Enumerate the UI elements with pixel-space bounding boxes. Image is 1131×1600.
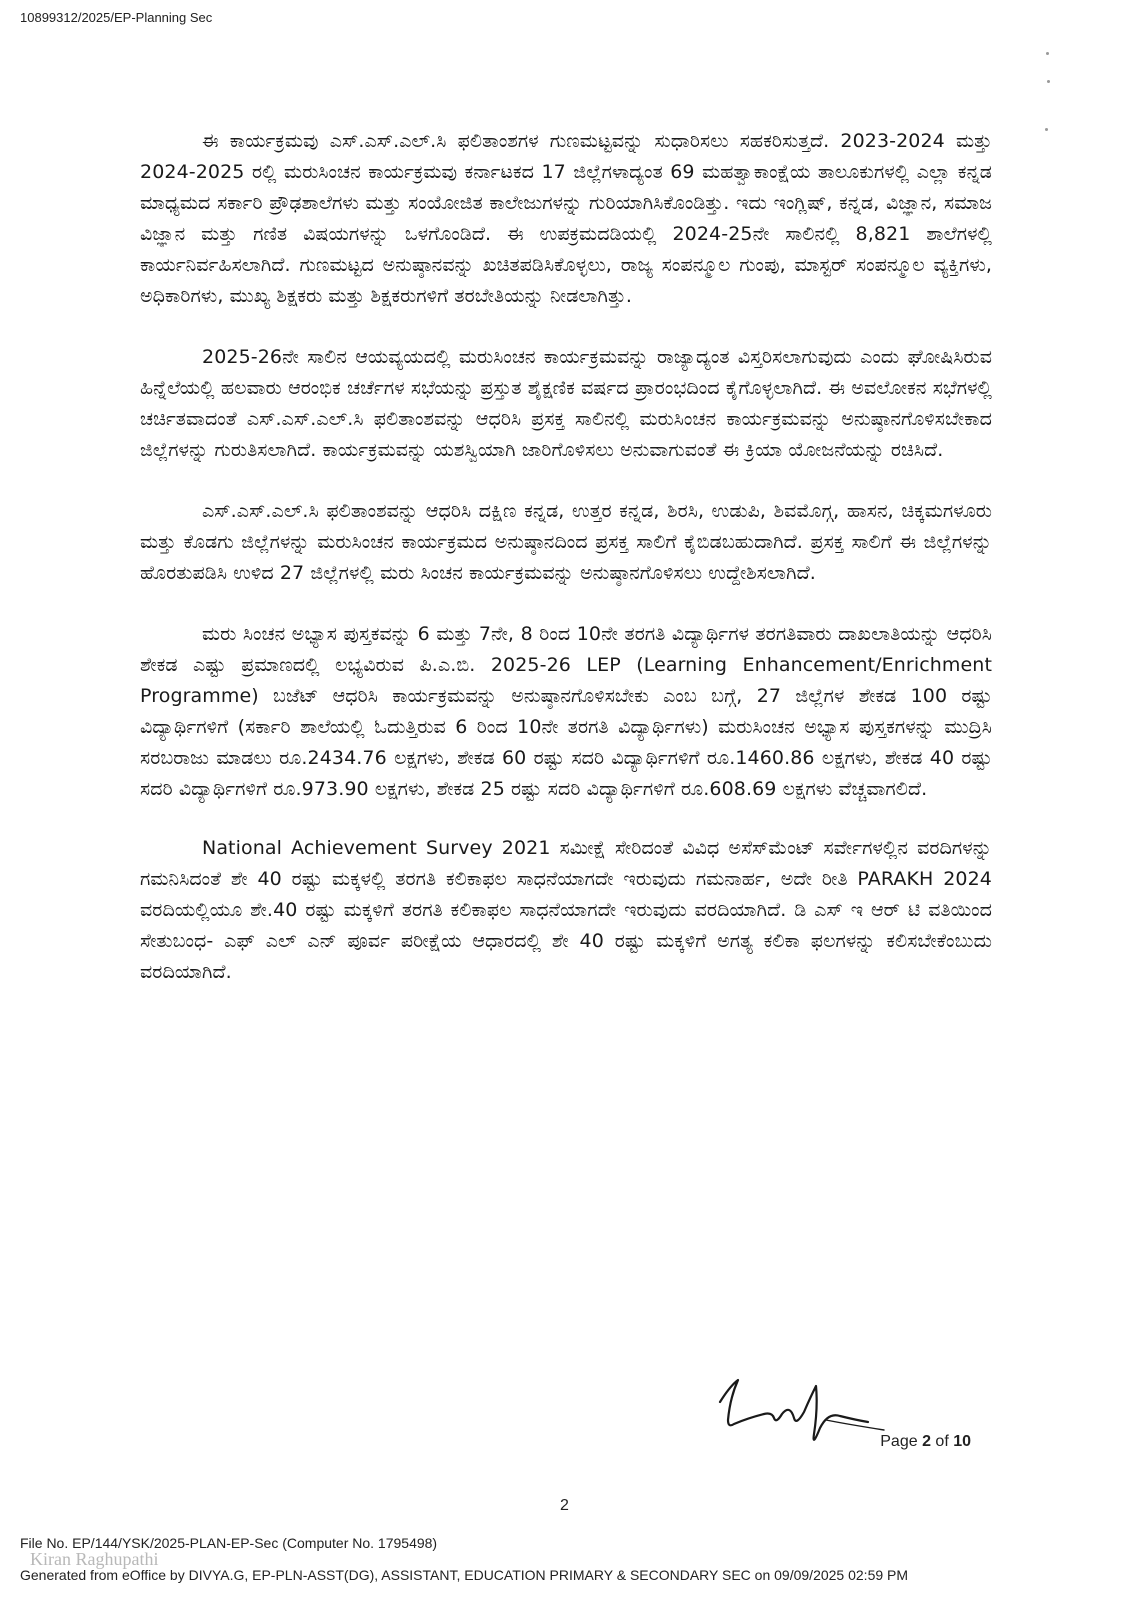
paragraph-3: ಎಸ್.ಎಸ್.ಎಲ್.ಸಿ ಫಲಿತಾಂಶವನ್ನು ಆಧರಿಸಿ ದಕ್ಷಿಣ ಕನ್ನಡ, ಉತ್ತರ ಕನ್ನಡ, ಶಿರಸಿ, ಉಡುಪಿ, ಶಿವಮೊಗ್ಗ, ಹಾಸನ, ಚಿಕ್ಕಮಗಳೂರು ಮತ್ತು ಕೊಡಗು ಜಿಲ್ಲೆಗಳನ್ನು ಮರುಸಿಂಚನ ಕಾರ್ಯಕ್ರಮದ ಅನುಷ್ಠಾನದಿಂದ ಪ್ರಸಕ್ತ ಸಾಲಿಗೆ ಕೈಬಿಡಬಹುದಾಗಿದೆ. ಪ್ರಸಕ್ತ ಸಾಲಿಗೆ ಈ ಜಿಲ್ಲೆಗಳನ್ನು ಹೊರತುಪಡಿಸಿ ಉಳಿದ 27 ಜಿಲ್ಲೆಗಳಲ್ಲಿ ಮರು ಸಿಂಚನ ಕಾರ್ಯಕ್ರಮವನ್ನು ಅನುಷ್ಠಾನಗೊಳಿಸಲು ಉದ್ದೇಶಿಸಲಾಗಿದೆ. — [140, 500, 992, 584]
paragraph-1: ಈ ಕಾರ್ಯಕ್ರಮವು ಎಸ್.ಎಸ್.ಎಲ್.ಸಿ ಫಲಿತಾಂಶಗಳ ಗುಣಮಟ್ಟವನ್ನು ಸುಧಾರಿಸಲು ಸಹಕರಿಸುತ್ತದೆ. 2023-2024 ಮತ್ತು 2024-2025 ರಲ್ಲಿ ಮರುಸಿಂಚನ ಕಾರ್ಯಕ್ರಮವು ಕರ್ನಾಟಕದ 17 ಜಿಲ್ಲೆಗಳಾದ್ಯಂತ 69 ಮಹತ್ವಾಕಾಂಕ್ಷೆಯ ತಾಲೂಕುಗಳಲ್ಲಿ ಎಲ್ಲಾ ಕನ್ನಡ ಮಾಧ್ಯಮದ ಸರ್ಕಾರಿ ಪ್ರೌಢಶಾಲೆಗಳು ಮತ್ತು ಸಂಯೋಜಿತ ಕಾಲೇಜುಗಳನ್ನು ಗುರಿಯಾಗಿಸಿಕೊಂಡಿತ್ತು. ಇದು ಇಂಗ್ಲಿಷ್, ಕನ್ನಡ, ವಿಜ್ಞಾನ, ಸಮಾಜ ವಿಜ್ಞಾನ ಮತ್ತು ಗಣಿತ ವಿಷಯಗಳನ್ನು ಒಳಗೊಂಡಿದೆ. ಈ ಉಪಕ್ರಮದಡಿಯಲ್ಲಿ 2024-25ನೇ ಸಾಲಿನಲ್ಲಿ 8,821 ಶಾಲೆಗಳಲ್ಲಿ ಕಾರ್ಯನಿರ್ವಹಿಸಲಾಗಿದೆ. ಗುಣಮಟ್ಟದ ಅನುಷ್ಠಾನವನ್ನು ಖಚಿತಪಡಿಸಿಕೊಳ್ಳಲು, ರಾಜ್ಯ ಸಂಪನ್ಮೂಲ ಗುಂಪು, ಮಾಸ್ಟರ್ ಸಂಪನ್ಮೂಲ ವ್ಯಕ್ತಿಗಳು, ಅಧಿಕಾರಿಗಳು, ಮುಖ್ಯ ಶಿಕ್ಷಕರು ಮತ್ತು ಶಿಕ್ಷಕರುಗಳಿಗೆ ತರಬೇತಿಯನ್ನು ನೀಡಲಾಗಿತ್ತು. — [140, 130, 992, 307]
page-label — [880, 1433, 971, 1451]
page-label-separator: of — [930, 1433, 954, 1450]
footer-file-number: File No. EP/144/YSK/2025-PLAN-EP-Sec (Computer No. 1795498) — [20, 1535, 438, 1551]
paragraph-4: ಮರು ಸಿಂಚನ ಅಭ್ಯಾಸ ಪುಸ್ತಕವನ್ನು 6 ಮತ್ತು 7ನೇ, 8 ರಿಂದ 10ನೇ ತರಗತಿ ವಿದ್ಯಾರ್ಥಿಗಳ ತರಗತಿವಾರು ದಾಖಲಾತಿಯನ್ನು ಆಧರಿಸಿ ಶೇಕಡ ಎಷ್ಟು ಪ್ರಮಾಣದಲ್ಲಿ ಲಭ್ಯವಿರುವ ಪಿ.ಎ.ಬಿ. 2025-26 LEP (Learning Enhancement/Enrichment Programme) ಬಜೆಟ್ ಆಧರಿಸಿ ಕಾರ್ಯಕ್ರಮವನ್ನು ಅನುಷ್ಠಾನಗೊಳಿಸಬೇಕು ಎಂಬ ಬಗ್ಗೆ, 27 ಜಿಲ್ಲೆಗಳ ಶೇಕಡ 100 ರಷ್ಟು ವಿದ್ಯಾರ್ಥಿಗಳಿಗೆ (ಸರ್ಕಾರಿ ಶಾಲೆಯಲ್ಲಿ ಓದುತ್ತಿರುವ 6 ರಿಂದ 10ನೇ ತರಗತಿ ವಿದ್ಯಾರ್ಥಿಗಳು) ಮರುಸಿಂಚನ ಅಭ್ಯಾಸ ಪುಸ್ತಕಗಳನ್ನು ಮುದ್ರಿಸಿ ಸರಬರಾಜು ಮಾಡಲು ರೂ.2434.76 ಲಕ್ಷಗಳು, ಶೇಕಡ 60 ರಷ್ಟು ಸದರಿ ವಿದ್ಯಾರ್ಥಿಗಳಿಗೆ ರೂ.1460.86 ಲಕ್ಷಗಳು, ಶೇಕಡ 40 ರಷ್ಟು ಸದರಿ ವಿದ್ಯಾರ್ಥಿಗಳಿಗೆ ರೂ.973.90 ಲಕ್ಷಗಳು, ಶೇಕಡ 25 ರಷ್ಟು ಸದರಿ ವಿದ್ಯಾರ್ಥಿಗಳಿಗೆ ರೂ.608.69 ಲಕ್ಷಗಳು ವೆಚ್ಚವಾಗಲಿದೆ. — [140, 623, 992, 800]
page-total: 10 — [953, 1433, 971, 1450]
page-label-prefix: Page — [880, 1433, 923, 1450]
signature — [716, 1368, 886, 1458]
paragraph-5: National Achievement Survey 2021 ಸಮೀಕ್ಷೆ ಸೇರಿದಂತೆ ವಿವಿಧ ಅಸೆಸ್‌ಮೆಂಟ್ ಸರ್ವೇಗಳಲ್ಲಿನ ವರದಿಗಳನ್ನು ಗಮನಿಸಿದಂತೆ ಶೇ 40 ರಷ್ಟು ಮಕ್ಕಳಲ್ಲಿ ತರಗತಿ ಕಲಿಕಾಫಲ ಸಾಧನೆಯಾಗದೇ ಇರುವುದು ಗಮನಾರ್ಹ, ಅದೇ ರೀತಿ PARAKH 2024 ವರದಿಯಲ್ಲಿಯೂ ಶೇ.40 ರಷ್ಟು ಮಕ್ಕಳಿಗೆ ತರಗತಿ ಕಲಿಕಾಫಲ ಸಾಧನೆಯಾಗದೇ ಇರುವುದು ವರದಿಯಾಗಿದೆ. ಡಿ ಎಸ್ ಇ ಆರ್ ಟಿ ವತಿಯಿಂದ ಸೇತುಬಂಧ- ಎಫ್ ಎಲ್ ಎನ್ ಪೂರ್ವ ಪರೀಕ್ಷೆಯ ಆಧಾರದಲ್ಲಿ ಶೇ 40 ರಷ್ಟು ಮಕ್ಕಳಿಗೆ ಅಗತ್ಯ ಕಲಿಕಾ ಫಲಗಳನ್ನು ಕಲಿಸಬೇಕೆಂಬುದು ವರದಿಯಾಗಿದೆ. — [140, 837, 992, 983]
footer-generated: Generated from eOffice by DIVYA.G, EP-PLN-ASST(DG), ASSISTANT, EDUCATION PRIMARY & SECONDARY SEC on 09/09/2025 02:59 PM — [20, 1567, 909, 1583]
page-number: 2 — [560, 1497, 569, 1514]
file-reference: 10899312/2025/EP-Planning Sec — [20, 10, 213, 25]
document-body — [140, 126, 992, 1018]
paragraph-2: 2025-26ನೇ ಸಾಲಿನ ಆಯವ್ಯಯದಲ್ಲಿ ಮರುಸಿಂಚನ ಕಾರ್ಯಕ್ರಮವನ್ನು ರಾಜ್ಯಾದ್ಯಂತ ವಿಸ್ತರಿಸಲಾಗುವುದು ಎಂದು ಘೋಷಿಸಿರುವ ಹಿನ್ನೆಲೆಯಲ್ಲಿ ಹಲವಾರು ಆರಂಭಿಕ ಚರ್ಚೆಗಳ ಸಭೆಯನ್ನು ಪ್ರಸ್ತುತ ಶೈಕ್ಷಣಿಕ ವರ್ಷದ ಪ್ರಾರಂಭದಿಂದ ಕೈಗೊಳ್ಳಲಾಗಿದೆ. ಈ ಅವಲೋಕನ ಸಭೆಗಳಲ್ಲಿ ಚರ್ಚಿತವಾದಂತೆ ಎಸ್.ಎಸ್.ಎಲ್.ಸಿ ಫಲಿತಾಂಶವನ್ನು ಆಧರಿಸಿ ಪ್ರಸಕ್ತ ಸಾಲಿನಲ್ಲಿ ಮರುಸಿಂಚನ ಕಾರ್ಯಕ್ರಮವನ್ನು ಅನುಷ್ಠಾನಗೊಳಿಸಬೇಕಾದ ಜಿಲ್ಲೆಗಳನ್ನು ಗುರುತಿಸಲಾಗಿದೆ. ಕಾರ್ಯಕ್ರಮವನ್ನು ಯಶಸ್ವಿಯಾಗಿ ಜಾರಿಗೊಳಿಸಲು ಅನುವಾಗುವಂತೆ ಈ ಕ್ರಿಯಾ ಯೋಜನೆಯನ್ನು ರಚಿಸಿದೆ. — [140, 346, 992, 461]
page-current: 2 — [922, 1433, 931, 1450]
watermark: Kiran Raghupathi — [30, 1549, 159, 1569]
